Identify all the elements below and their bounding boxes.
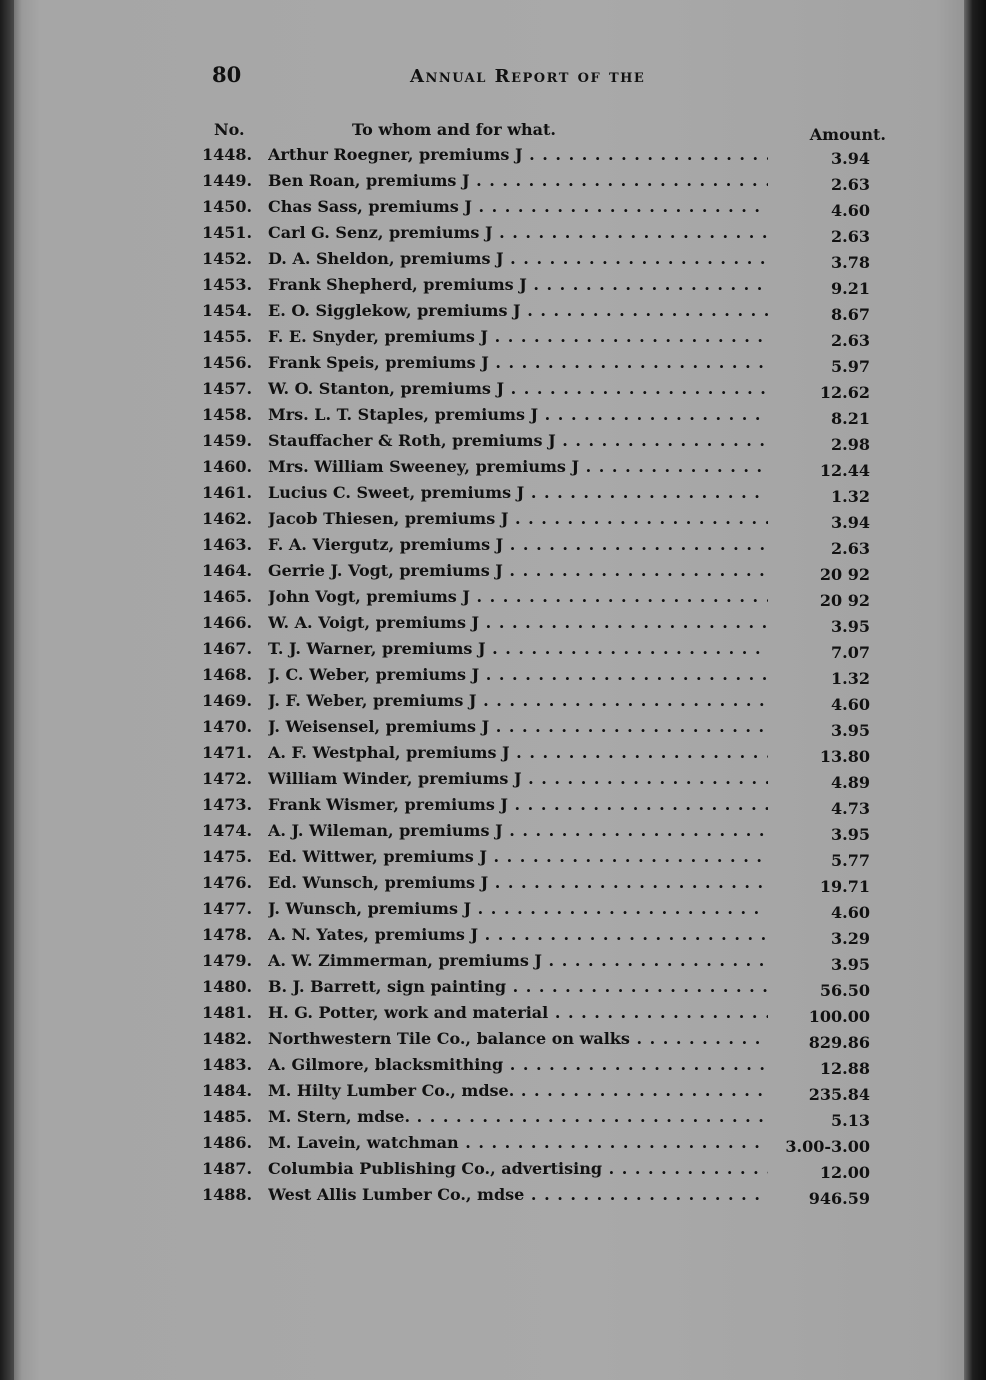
page-edge-shadow bbox=[964, 0, 986, 1380]
entry-amount: 2.63 bbox=[831, 331, 870, 350]
entry-number: 1462. bbox=[202, 509, 253, 528]
table-row bbox=[202, 847, 886, 873]
entry-amount: 4.60 bbox=[831, 201, 870, 220]
table-row bbox=[202, 483, 886, 509]
entry-description: B. J. Barrett, sign painting . . . bbox=[268, 977, 768, 996]
entry-description: Arthur Roegner, premiums J . . . bbox=[268, 145, 768, 164]
table-row bbox=[202, 1003, 886, 1029]
entry-number: 1470. bbox=[202, 717, 253, 736]
entry-description: M. Lavein, watchman . . . bbox=[268, 1133, 768, 1152]
entry-amount: 2.98 bbox=[831, 435, 870, 454]
entry-description: Frank Shepherd, premiums J . . . bbox=[268, 275, 768, 294]
entry-description: Columbia Publishing Co., advertising . . . bbox=[268, 1159, 768, 1178]
binding-shadow bbox=[0, 0, 14, 1380]
entry-amount: 1.32 bbox=[831, 487, 870, 506]
table-row bbox=[202, 899, 886, 925]
running-head: Annual Report of the bbox=[410, 66, 646, 87]
entry-number: 1485. bbox=[202, 1107, 253, 1126]
entry-description: Stauffacher & Roth, premiums J . . . bbox=[268, 431, 768, 450]
entry-number: 1481. bbox=[202, 1003, 253, 1022]
entry-description: Ed. Wunsch, premiums J . . . bbox=[268, 873, 768, 892]
entry-description: F. A. Viergutz, premiums J . . . bbox=[268, 535, 768, 554]
table-row bbox=[202, 1159, 886, 1185]
entry-number: 1464. bbox=[202, 561, 253, 580]
table-row bbox=[202, 535, 886, 561]
entry-description: F. E. Snyder, premiums J . . . bbox=[268, 327, 768, 346]
entry-number: 1449. bbox=[202, 171, 253, 190]
entry-number: 1487. bbox=[202, 1159, 253, 1178]
table-row bbox=[202, 717, 886, 743]
entry-amount: 5.13 bbox=[831, 1111, 870, 1130]
entry-amount: 56.50 bbox=[819, 981, 870, 1000]
entry-description: D. A. Sheldon, premiums J . . . bbox=[268, 249, 768, 268]
entry-number: 1457. bbox=[202, 379, 253, 398]
entry-amount: 8.21 bbox=[831, 409, 870, 428]
entry-description: A. W. Zimmerman, premiums J . . . bbox=[268, 951, 768, 970]
entry-number: 1461. bbox=[202, 483, 253, 502]
column-headers bbox=[214, 120, 886, 144]
entry-description: Chas Sass, premiums J . . . bbox=[268, 197, 768, 216]
entry-amount: 19.71 bbox=[819, 877, 870, 896]
entry-amount: 12.62 bbox=[819, 383, 870, 402]
entry-number: 1452. bbox=[202, 249, 253, 268]
entry-number: 1471. bbox=[202, 743, 253, 762]
entry-number: 1448. bbox=[202, 145, 253, 164]
entry-number: 1488. bbox=[202, 1185, 253, 1204]
entry-amount: 3.78 bbox=[831, 253, 870, 272]
entry-description: John Vogt, premiums J . . . bbox=[268, 587, 768, 606]
table-row bbox=[202, 639, 886, 665]
entry-amount: 20 92 bbox=[819, 591, 870, 610]
entry-description: Lucius C. Sweet, premiums J . . . bbox=[268, 483, 768, 502]
table-row bbox=[202, 223, 886, 249]
entry-amount: 1.32 bbox=[831, 669, 870, 688]
column-header-amount: Amount. bbox=[809, 125, 886, 144]
table-row bbox=[202, 171, 886, 197]
entry-amount: 3.29 bbox=[831, 929, 870, 948]
table-row bbox=[202, 301, 886, 327]
entry-description: W. O. Stanton, premiums J . . . bbox=[268, 379, 768, 398]
entry-number: 1478. bbox=[202, 925, 253, 944]
entry-amount: 3.00-3.00 bbox=[785, 1137, 870, 1156]
entry-amount: 100.00 bbox=[808, 1007, 870, 1026]
entry-amount: 4.60 bbox=[831, 903, 870, 922]
entry-amount: 7.07 bbox=[831, 643, 870, 662]
table-row bbox=[202, 587, 886, 613]
entry-description: Frank Wismer, premiums J . . . bbox=[268, 795, 768, 814]
entry-amount: 2.63 bbox=[831, 539, 870, 558]
entry-amount: 3.94 bbox=[831, 513, 870, 532]
entry-number: 1482. bbox=[202, 1029, 253, 1048]
column-header-no: No. bbox=[214, 120, 245, 139]
table-row bbox=[202, 249, 886, 275]
table-row bbox=[202, 1185, 886, 1211]
table-row bbox=[202, 353, 886, 379]
entry-number: 1473. bbox=[202, 795, 253, 814]
table-row bbox=[202, 1055, 886, 1081]
entry-description: A. F. Westphal, premiums J . . . bbox=[268, 743, 768, 762]
entry-number: 1451. bbox=[202, 223, 253, 242]
entry-description: J. Wunsch, premiums J . . . bbox=[268, 899, 768, 918]
entry-amount: 9.21 bbox=[831, 279, 870, 298]
entry-description: E. O. Sigglekow, premiums J . . . bbox=[268, 301, 768, 320]
entry-amount: 12.44 bbox=[819, 461, 870, 480]
entry-amount: 20 92 bbox=[819, 565, 870, 584]
table-row bbox=[202, 275, 886, 301]
entry-description: Carl G. Senz, premiums J . . . bbox=[268, 223, 768, 242]
table-row bbox=[202, 561, 886, 587]
entry-number: 1476. bbox=[202, 873, 253, 892]
table-row bbox=[202, 795, 886, 821]
entry-amount: 3.95 bbox=[831, 617, 870, 636]
table-row bbox=[202, 1107, 886, 1133]
entry-amount: 4.73 bbox=[831, 799, 870, 818]
entry-amount: 2.63 bbox=[831, 227, 870, 246]
table-row bbox=[202, 821, 886, 847]
table-row bbox=[202, 691, 886, 717]
entry-number: 1459. bbox=[202, 431, 253, 450]
entry-number: 1477. bbox=[202, 899, 253, 918]
entry-amount: 13.80 bbox=[819, 747, 870, 766]
entry-description: Ben Roan, premiums J . . . bbox=[268, 171, 768, 190]
page-header bbox=[212, 62, 872, 98]
entry-amount: 12.88 bbox=[819, 1059, 870, 1078]
entry-amount: 5.77 bbox=[831, 851, 870, 870]
table-row bbox=[202, 431, 886, 457]
entry-description: Mrs. William Sweeney, premiums J . . . bbox=[268, 457, 768, 476]
table-row bbox=[202, 509, 886, 535]
entry-amount: 946.59 bbox=[808, 1189, 870, 1208]
table-row bbox=[202, 379, 886, 405]
entry-amount: 829.86 bbox=[808, 1033, 870, 1052]
entry-number: 1483. bbox=[202, 1055, 253, 1074]
entry-number: 1460. bbox=[202, 457, 253, 476]
entry-description: Frank Speis, premiums J . . . bbox=[268, 353, 768, 372]
table-row bbox=[202, 925, 886, 951]
entry-amount: 2.63 bbox=[831, 175, 870, 194]
table-row bbox=[202, 327, 886, 353]
entry-number: 1454. bbox=[202, 301, 253, 320]
entry-description: A. Gilmore, blacksmithing . . . bbox=[268, 1055, 768, 1074]
entry-number: 1453. bbox=[202, 275, 253, 294]
table-row bbox=[202, 145, 886, 171]
entry-description: Ed. Wittwer, premiums J . . . bbox=[268, 847, 768, 866]
table-row bbox=[202, 613, 886, 639]
entry-amount: 4.89 bbox=[831, 773, 870, 792]
entry-amount: 235.84 bbox=[808, 1085, 870, 1104]
entry-number: 1479. bbox=[202, 951, 253, 970]
entry-description: M. Hilty Lumber Co., mdse. . . . bbox=[268, 1081, 768, 1100]
entry-description: Jacob Thiesen, premiums J . . . bbox=[268, 509, 768, 528]
ledger-table bbox=[202, 145, 886, 1211]
entry-amount: 12.00 bbox=[819, 1163, 870, 1182]
table-row bbox=[202, 873, 886, 899]
entry-number: 1484. bbox=[202, 1081, 253, 1100]
column-header-description: To whom and for what. bbox=[352, 120, 556, 139]
entry-amount: 5.97 bbox=[831, 357, 870, 376]
entry-description: Gerrie J. Vogt, premiums J . . . bbox=[268, 561, 768, 580]
entry-number: 1468. bbox=[202, 665, 253, 684]
entry-number: 1474. bbox=[202, 821, 253, 840]
entry-description: M. Stern, mdse. . . . bbox=[268, 1107, 768, 1126]
entry-number: 1466. bbox=[202, 613, 253, 632]
entry-description: W. A. Voigt, premiums J . . . bbox=[268, 613, 768, 632]
entry-amount: 8.67 bbox=[831, 305, 870, 324]
entry-amount: 3.94 bbox=[831, 149, 870, 168]
table-row bbox=[202, 769, 886, 795]
entry-description: J. Weisensel, premiums J . . . bbox=[268, 717, 768, 736]
entry-number: 1456. bbox=[202, 353, 253, 372]
entry-number: 1463. bbox=[202, 535, 253, 554]
entry-description: A. J. Wileman, premiums J . . . bbox=[268, 821, 768, 840]
entry-description: T. J. Warner, premiums J . . . bbox=[268, 639, 768, 658]
page-number: 80 bbox=[212, 62, 242, 87]
entry-description: William Winder, premiums J . . . bbox=[268, 769, 768, 788]
entry-number: 1455. bbox=[202, 327, 253, 346]
entry-number: 1465. bbox=[202, 587, 253, 606]
table-row bbox=[202, 405, 886, 431]
entry-number: 1486. bbox=[202, 1133, 253, 1152]
table-row bbox=[202, 1133, 886, 1159]
table-row bbox=[202, 197, 886, 223]
entry-number: 1458. bbox=[202, 405, 253, 424]
table-row bbox=[202, 457, 886, 483]
entry-description: West Allis Lumber Co., mdse . . . bbox=[268, 1185, 768, 1204]
entry-amount: 3.95 bbox=[831, 825, 870, 844]
entry-description: J. F. Weber, premiums J . . . bbox=[268, 691, 768, 710]
table-row bbox=[202, 665, 886, 691]
table-row bbox=[202, 1029, 886, 1055]
entry-amount: 3.95 bbox=[831, 955, 870, 974]
entry-number: 1475. bbox=[202, 847, 253, 866]
entry-description: J. C. Weber, premiums J . . . bbox=[268, 665, 768, 684]
entry-amount: 3.95 bbox=[831, 721, 870, 740]
entry-number: 1467. bbox=[202, 639, 253, 658]
entry-number: 1472. bbox=[202, 769, 253, 788]
entry-amount: 4.60 bbox=[831, 695, 870, 714]
entry-description: Northwestern Tile Co., balance on walks . . . bbox=[268, 1029, 768, 1048]
entry-description: Mrs. L. T. Staples, premiums J . . . bbox=[268, 405, 768, 424]
table-row bbox=[202, 977, 886, 1003]
table-row bbox=[202, 1081, 886, 1107]
entry-description: A. N. Yates, premiums J . . . bbox=[268, 925, 768, 944]
entry-number: 1480. bbox=[202, 977, 253, 996]
table-row bbox=[202, 743, 886, 769]
table-row bbox=[202, 951, 886, 977]
entry-number: 1469. bbox=[202, 691, 253, 710]
entry-description: H. G. Potter, work and material . . . bbox=[268, 1003, 768, 1022]
entry-number: 1450. bbox=[202, 197, 253, 216]
